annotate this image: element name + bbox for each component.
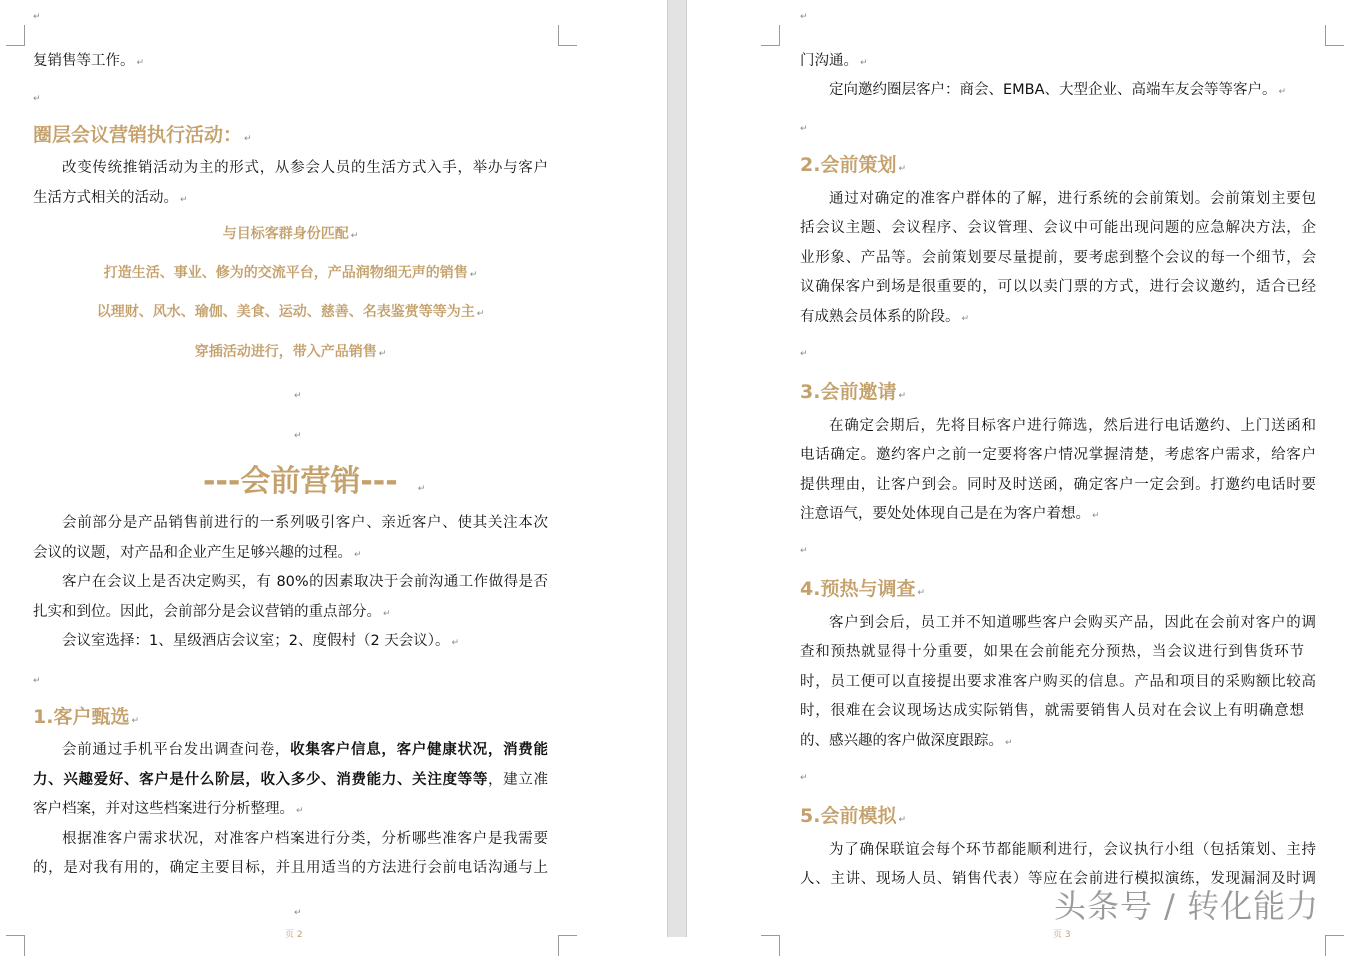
body-line: 人、主讲、现场人员、销售代表）等应在会前进行模拟演练，发现漏洞及时调 [800, 871, 1316, 887]
body-line: 议确保客户到场是很重要的，可以以卖门票的方式，进行会议邀约，适合已经 [800, 279, 1316, 295]
paragraph-mark-icon [962, 314, 970, 324]
paragraph-mark-icon [131, 716, 139, 726]
body-line: 会议的议题，对产品和企业产生足够兴趣的过程。↵ [33, 543, 362, 565]
paragraph-mark-icon [294, 431, 302, 441]
body-line: 生活方式相关的活动。↵ [33, 188, 188, 210]
body-line: 时，员工便可以直接提出要求准客户购买的信息。产品和项目的采购额比较高 [800, 674, 1316, 690]
body-line: 改变传统推销活动为主的形式，从参会人员的生活方式入手，举办与客户 [62, 160, 548, 176]
body-line: 的，是对我有用的，确定主要目标，并且用适当的方法进行会前电话沟通与上 [33, 860, 548, 876]
paragraph-mark-icon [452, 638, 460, 648]
section-heading: 2.会前策划↵ [800, 153, 906, 181]
paragraph-mark-icon [379, 349, 387, 359]
body-line: 会议室选择：1、星级酒店会议室；2、度假村（2 天会议）。↵ [33, 631, 459, 653]
body-line: 会前通过手机平台发出调查问卷，收集客户信息，客户健康状况，消费能 [62, 742, 548, 758]
paragraph-mark-icon [800, 773, 808, 783]
body-line: 力、兴趣爱好、客户是什么阶层，收入多少、消费能力、关注度等等，建立准 [33, 772, 548, 788]
body-line: 提供理由，让客户到会。同时及时送函，确定客户一定会到。打邀约电话时要 [800, 477, 1316, 493]
paragraph-mark-icon [294, 391, 302, 401]
page-number-footer: 页 3 [1053, 930, 1071, 940]
body-line: 注意语气，要处处体现自己是在为客户着想。↵ [800, 504, 1100, 526]
body-line: 客户到会后，员工并不知道哪些客户会购买产品，因此在会前对客户的调 [829, 615, 1316, 631]
section-heading: 4.预热与调查↵ [800, 577, 925, 605]
body-line: 定向邀约圈层客户：商会、EMBA、大型企业、高端车友会等等客户。↵ [800, 80, 1286, 102]
paragraph-mark-icon [470, 270, 478, 280]
body-line: 客户档案，并对这些档案进行分析整理。↵ [33, 799, 304, 821]
highlight-line: 以理财、风水、瑜伽、美食、运动、慈善、名表鉴赏等等为主↵ [33, 302, 548, 324]
highlight-line: 穿插活动进行，带入产品销售↵ [33, 342, 548, 364]
crop-mark [1325, 935, 1344, 956]
body-line: 的、感兴趣的客户做深度跟踪。↵ [800, 731, 1013, 753]
paragraph-mark-icon [800, 12, 808, 22]
body-text: 复销售等工作。↵ [33, 51, 144, 73]
document-page-3 [687, 0, 1356, 940]
paragraph-mark-icon [351, 231, 359, 241]
body-line: 有成熟会员体系的阶段。↵ [800, 307, 969, 329]
body-line: 在确定会期后，先将目标客户进行筛选，然后进行电话邀约、上门送函和 [829, 418, 1316, 434]
crop-mark [761, 935, 780, 956]
crop-mark [558, 25, 577, 46]
paragraph-mark-icon [294, 908, 302, 918]
paragraph-mark-icon [296, 806, 304, 816]
paragraph-mark-icon [137, 58, 145, 68]
highlight-line: 与目标客群身份匹配↵ [33, 224, 548, 246]
paragraph-mark-icon [383, 609, 391, 619]
body-line: 根据准客户需求状况，对准客户档案进行分类，分析哪些准客户是我需要 [62, 831, 548, 847]
watermark: 头条号 / 转化能力 [1054, 887, 1320, 925]
paragraph-mark-icon [800, 124, 808, 134]
page-number-footer: 页 2 [285, 930, 303, 940]
crop-mark [6, 25, 25, 46]
paragraph-mark-icon [898, 164, 906, 174]
body-line: 会前部分是产品销售前进行的一系列吸引客户、亲近客户、使其关注本次 [62, 515, 548, 531]
body-line: 业形象、产品等。会前策划要尽量提前，要考虑到整个会议的每一个细节，会 [800, 250, 1316, 266]
section-heading: 3.会前邀请↵ [800, 380, 906, 408]
paragraph-mark-icon [418, 484, 426, 494]
body-line: 电话确定。邀约客户之前一定要将客户情况掌握清楚，考虑客户需求，给客户 [800, 447, 1316, 463]
crop-mark [6, 935, 25, 956]
body-line: 门沟通。↵ [800, 51, 868, 73]
paragraph-mark-icon [800, 546, 808, 556]
paragraph-mark-icon [800, 349, 808, 359]
paragraph-mark-icon [180, 195, 188, 205]
paragraph-mark-icon [1005, 738, 1013, 748]
section-heading: 圈层会议营销执行活动：↵ [33, 123, 252, 151]
body-line: 查和预热就显得十分重要，如果在会前能充分预热，当会议进行到售货环节 [800, 644, 1304, 660]
body-line: 括会议主题、会议程序、会议管理、会议中可能出现问题的应急解决方法，企 [800, 220, 1316, 236]
highlight-line: 打造生活、事业、修为的交流平台，产品润物细无声的销售↵ [33, 263, 548, 285]
paragraph-mark-icon [33, 676, 41, 686]
paragraph-mark-icon [917, 588, 925, 598]
crop-mark [558, 935, 577, 956]
paragraph-mark-icon [898, 391, 906, 401]
paragraph-mark-icon [1279, 87, 1287, 97]
paragraph-mark-icon [477, 309, 485, 319]
document-page-2 [0, 0, 667, 940]
paragraph-mark-icon [898, 815, 906, 825]
paragraph-mark-icon [33, 94, 41, 104]
page-gap [667, 0, 687, 937]
paragraph-mark-icon [1092, 511, 1100, 521]
body-line: 为了确保联谊会每个环节都能顺利进行，会议执行小组（包括策划、主持 [829, 842, 1316, 858]
chapter-title: ---会前营销---↵ [203, 464, 425, 507]
section-heading: 1.客户甄选↵ [33, 705, 139, 733]
crop-mark [1325, 25, 1344, 46]
body-line: 客户在会议上是否决定购买，有 80%的因素取决于会前沟通工作做得是否 [62, 574, 548, 590]
body-line: 通过对确定的准客户群体的了解，进行系统的会前策划。会前策划主要包 [829, 191, 1316, 207]
crop-mark [761, 25, 780, 46]
body-line: 时，很难在会议现场达成实际销售，就需要销售人员对在会议上有明确意想 [800, 703, 1304, 719]
paragraph-mark-icon [860, 58, 868, 68]
paragraph-mark-icon [354, 550, 362, 560]
paragraph-mark-icon [244, 134, 252, 144]
body-line: 扎实和到位。因此，会前部分是会议营销的重点部分。↵ [33, 602, 391, 624]
paragraph-mark-icon [33, 12, 41, 22]
section-heading: 5.会前模拟↵ [800, 804, 906, 832]
